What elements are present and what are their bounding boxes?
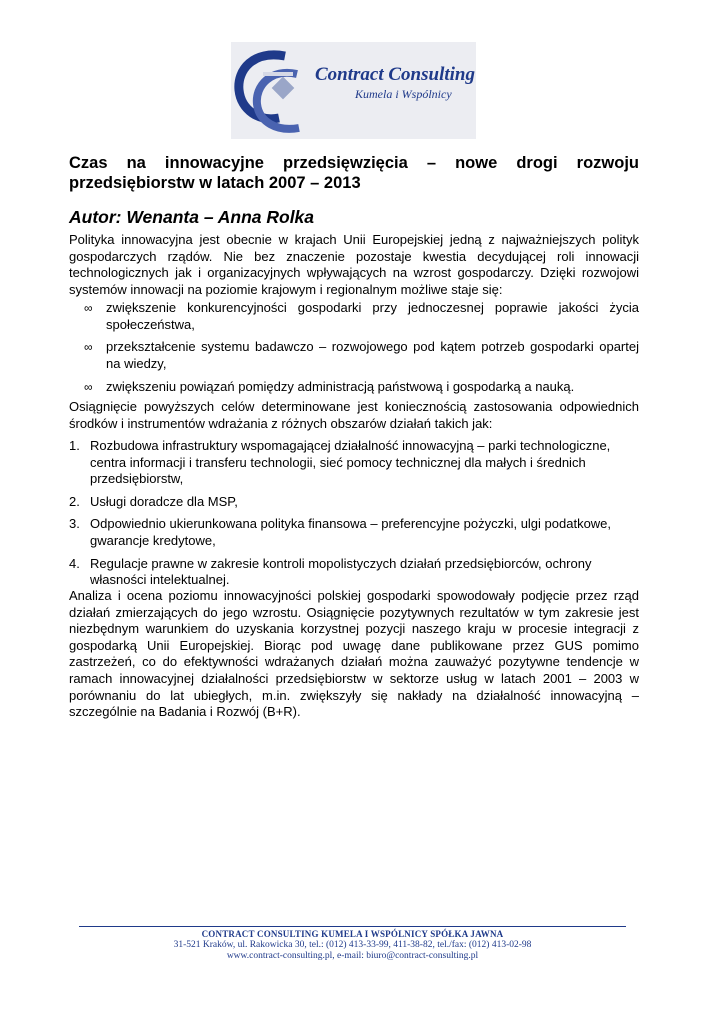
logo-subtitle: Kumela i Wspólnicy xyxy=(355,87,452,101)
list-number: 4. xyxy=(69,555,80,571)
list-item xyxy=(69,339,639,372)
bullet-text: zwiększenie konkurencyjności gospodarki przy jednoczesnej poprawie jakości życia społeczeństwa, xyxy=(106,300,639,332)
list-number: 3. xyxy=(69,516,80,532)
author-line: Autor: Wenanta – Anna Rolka xyxy=(69,207,315,227)
cc-monogram-icon xyxy=(233,44,313,136)
list-text: Usługi doradcze dla MSP, xyxy=(90,493,238,509)
list-text: Odpowiednio ukierunkowana polityka finansowa – preferencyjne pożyczki, ulgi podatkowe, gwarancje kredytowe, xyxy=(90,516,612,548)
list-item xyxy=(69,516,639,549)
list-item xyxy=(69,438,639,488)
footer-contact: www.contract-consulting.pl, e-mail: biuro@contract-consulting.pl xyxy=(226,951,479,961)
infinity-bullet-icon: ∞ xyxy=(84,340,93,355)
list-number: 2. xyxy=(69,493,80,509)
footer-company: CONTRACT CONSULTING KUMELA I WSPÓLNICY SPÓŁKA JAWNA xyxy=(201,929,504,939)
list-item xyxy=(69,494,639,511)
company-logo xyxy=(231,42,476,139)
list-text: Regulacje prawne w zakresie kontroli mopolistyczych działań przedsiębiorców, ochrony własności intelektualnej. xyxy=(90,555,592,588)
middle-paragraph: Osiągnięcie powyższych celów determinowane jest koniecznością zastosowania odpowiednich środków i instrumentów wdrażania z różnych obszarów działań takich jak: xyxy=(69,399,639,431)
infinity-bullet-icon: ∞ xyxy=(84,301,93,315)
logo-company-name: Contract Consulting xyxy=(315,64,475,85)
bullet-text: przekształcenie systemu badawczo – rozwojowego pod kątem potrzeb gospodarki opartej na wiedzy, xyxy=(106,339,639,371)
bullet-list xyxy=(69,300,639,402)
conclusion-paragraph: Analiza i ocena poziomu innowacyjności polskiej gospodarki spowodowały podjęcie przez rząd działań zmierzających do jego wzrostu. Osiągnięcie pozytywnych rezultatów w tym zakresie jest niezbędnym warunkiem do uzyskania korzystnej pozycji naszego kraju w procesie integracji z gospodarką Unii Europejskiej. Biorąc pod uwagę dane publikowane przez GUS pomimo zastrzeżeń, co do efektywności wdrażanych działań można zauważyć pozytywne tendencje w ramach innowacyjnej działalności przedsiębiorstw w sektorze usług w latach 2001 – 2003 w porównaniu do lat ubiegłych, m.in. zwiększyły się nakłady na działalność innowacyjną – szczególnie na Badania i Rozwój (B+R). xyxy=(69,588,639,720)
list-text: Rozbudowa infrastruktury wspomagającej działalność innowacyjną – parki technologiczne, centra informacji i transferu technologii, sieć pomocy technicznej dla małych i średnich przedsiębiorstw, xyxy=(90,438,611,487)
bullet-text: zwiększeniu powiązań pomiędzy administracją państwową i gospodarką a nauką. xyxy=(106,379,575,395)
document-title: Czas na innowacyjne przedsięwzięcia – nowe drogi rozwoju przedsiębiorstw w latach 2007 – 2013 xyxy=(69,154,639,192)
intro-paragraph: Polityka innowacyjna jest obecnie w krajach Unii Europejskiej jedną z najważniejszych polityk gospodarczych rządów. Nie bez znaczenie pozostaje kwestia decydującej roli innowacji technologicznych jak i organizacyjnych wpływających na wzrost gospodarczy. Dzięki rozwojowi systemów innowacji na poziomie krajowym i regionalnym możliwe staje się: xyxy=(69,232,639,297)
list-item xyxy=(69,300,639,333)
list-item xyxy=(69,379,639,396)
footer-divider xyxy=(79,926,626,927)
list-number: 1. xyxy=(69,438,80,453)
list-item xyxy=(69,556,639,589)
footer-address: 31-521 Kraków, ul. Rakowicka 30, tel.: (012) 413-33-99, 411-38-82, tel./fax: (012) 413-02-98 xyxy=(173,940,532,950)
infinity-bullet-icon: ∞ xyxy=(84,380,93,395)
numbered-list xyxy=(69,438,639,595)
